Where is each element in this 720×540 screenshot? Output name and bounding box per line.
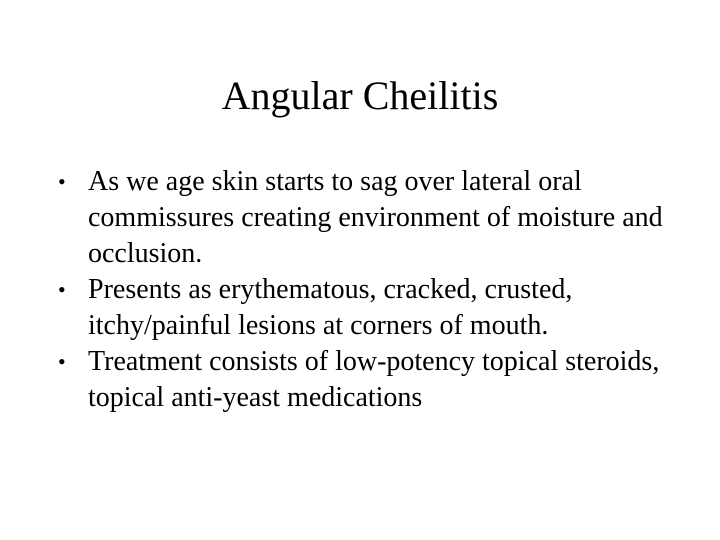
bullet-icon: • xyxy=(58,349,66,374)
bullet-item-age-skin xyxy=(58,164,678,272)
bullet-item-treatment xyxy=(58,344,678,416)
bullet-text: Treatment consists of low-potency topical steroids, topical anti-yeast medications xyxy=(88,346,660,413)
bullet-icon: • xyxy=(58,169,66,194)
bullet-list xyxy=(58,164,678,416)
slide-title: Angular Cheilitis xyxy=(221,73,499,118)
bullet-item-presentation xyxy=(58,272,678,344)
bullet-text: Presents as erythematous, cracked, crusted, itchy/painful lesions at corners of mouth. xyxy=(88,274,573,341)
bullet-icon: • xyxy=(58,277,66,302)
bullet-text: As we age skin starts to sag over lateral oral commissures creating environment of moisture and occlusion. xyxy=(88,166,663,269)
